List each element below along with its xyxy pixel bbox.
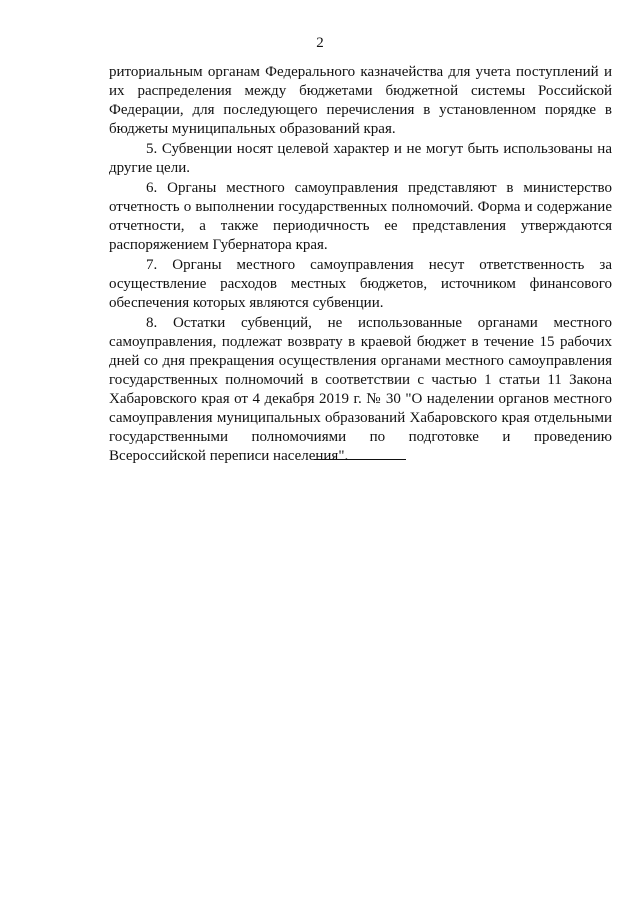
document-body xyxy=(109,63,612,466)
paragraph-item-5: 5. Субвенции носят целевой характер и не могут быть использованы на другие цели. xyxy=(109,141,612,176)
page-number: 2 xyxy=(316,35,324,51)
paragraph-item-6: 6. Органы местного самоуправления представляют в министерство отчетность о выполнении государственных полномочий. Форма и содержание отчетности, а также периодичность ее представления утверждаются распоряжением Губернатора края. xyxy=(109,180,612,253)
end-divider-line xyxy=(314,459,406,460)
paragraph-item-8: 8. Остатки субвенций, не использованные органами местного самоуправления, подлежат возврату в краевой бюджет в течение 15 рабочих дней со дня прекращения осуществления органами местного самоуправления государственных полномочий в соответствии с частью 1 статьи 11 Закона Хабаровского края от 4 декабря 2019 г. № 30 "О наделении органов местного самоуправления муниципальных образований Хабаровского края отдельными государственными полномочиями по подготовке и проведению Всероссийской переписи населения". xyxy=(109,315,612,464)
paragraph-item-7: 7. Органы местного самоуправления несут ответственность за осуществление расходов местных бюджетов, источником финансового обеспечения которых являются субвенции. xyxy=(109,257,612,311)
paragraph-continuation: риториальным органам Федерального казначейства для учета поступлений и их распределения между бюджетами бюджетной системы Российской Федерации, для последующего перечисления в установленном порядке в бюджеты муниципальных образований края. xyxy=(109,64,612,137)
